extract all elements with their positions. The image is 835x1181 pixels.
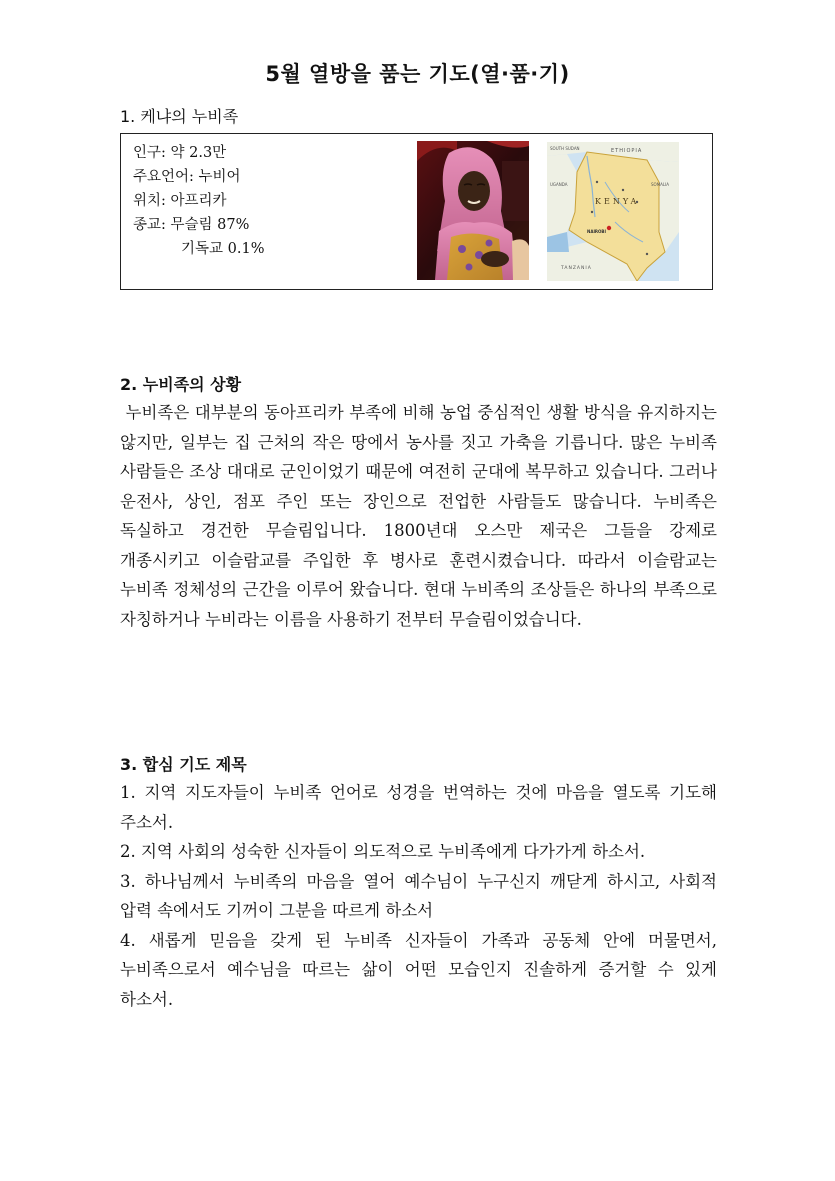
section2-heading: 2. 누비족의 상황	[120, 375, 242, 394]
location-text: 위치: 아프리카	[133, 193, 227, 209]
prayer-item: 4. 새롭게 믿음을 갖게 된 누비족 신자들이 가족과 공동체 안에 머물면서, 누비족으로서 예수님을 따르는 삶이 어떤 모습인지 진솔하게 증거할 수 있게 하소서.	[120, 930, 717, 1009]
page-title: 5월 열방을 품는 기도(열·품·기)	[265, 62, 570, 86]
religion-text-1: 종교: 무슬림 87%	[133, 217, 250, 233]
language-text: 주요언어: 누비어	[133, 169, 241, 185]
map-label-kenya: KENYA	[595, 197, 640, 206]
prayer-item: 1. 지역 지도자들이 누비족 언어로 성경을 번역하는 것에 마음을 열도록 기도해 주소서.	[120, 783, 717, 832]
section3-heading: 3. 합심 기도 제목	[120, 755, 247, 774]
map-label-uganda: UGANDA	[550, 182, 568, 187]
religion-text-2: 기독교 0.1%	[181, 241, 265, 257]
map-label-tanzania: TANZANIA	[561, 266, 592, 271]
kenya-map	[547, 142, 679, 281]
population-text: 인구: 약 2.3만	[133, 145, 227, 161]
map-label-ethiopia: ETHIOPIA	[611, 148, 643, 154]
map-label-somalia: SOMALIA	[651, 182, 670, 187]
situation-paragraph	[120, 398, 717, 634]
prayer-list	[120, 778, 717, 1014]
prayer-item: 3. 하나님께서 누비족의 마음을 열어 예수님이 누구신지 깨닫게 하시고, 사회적 압력 속에서도 기꺼이 그분을 따르게 하소서	[120, 871, 717, 920]
prayer-item: 2. 지역 사회의 성숙한 신자들이 의도적으로 누비족에게 다가가게 하소서.	[120, 842, 646, 861]
nubian-woman-photo	[417, 141, 529, 280]
people-facts	[133, 141, 264, 261]
map-label-south-sudan: SOUTH SUDAN	[550, 146, 580, 151]
situation-text: 누비족은 대부분의 동아프리카 부족에 비해 농업 중심적인 생활 방식을 유지하지는 않지만, 일부는 집 근처의 작은 땅에서 농사를 짓고 가축을 기릅니다. 많은 누비족 사람들은 조상 대대로 군인이었기 때문에 여전히 군대에 복무하고 있습니다. 그러나 운전사, 상인, 점포 주인 또는 장인으로 전업한 사람들도 많습니다. 누비족은 독실하고 경건한 무슬림입니다. 1800년대 오스만 제국은 그들을 강제로 개종시키고 이슬람교를 주입한 후 병사로 훈련시켰습니다. 따라서 이슬람교는 누비족 정체성의 근간을 이루어 왔습니다. 현대 누비족의 조상들은 하나의 부족으로 자칭하거나 누비라는 이름을 사용하기 전부터 무슬림이었습니다.	[120, 403, 717, 629]
map-label-nairobi: NAIROBI	[587, 229, 606, 234]
people-info-box	[120, 133, 713, 290]
section1-heading: 1. 케냐의 누비족	[120, 107, 239, 126]
